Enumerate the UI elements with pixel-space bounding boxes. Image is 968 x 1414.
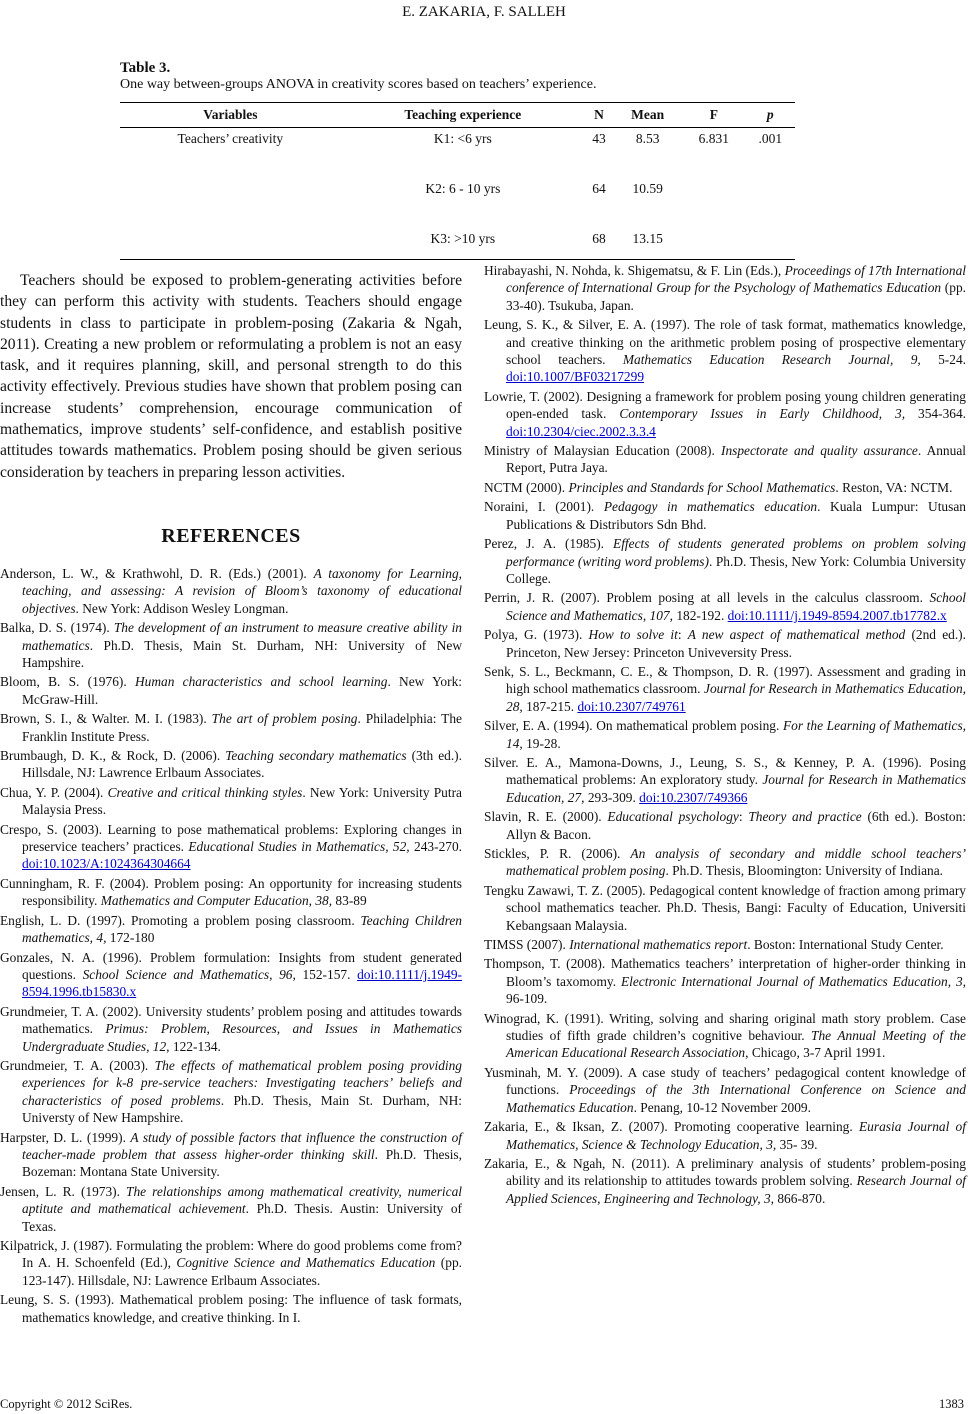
page-number: 1383 — [939, 1397, 964, 1411]
reference-text: Winograd, K. (1991). Writing, solving and sharing original math story problem. Case studies of fifth grade children’s cognitive behaviour. — [484, 1010, 966, 1044]
reference-text: Slavin, R. E. (2000). — [484, 809, 608, 825]
reference-italic-text: Contemporary Issues in Early Childhood, 3, — [619, 406, 906, 422]
reference-item — [0, 1129, 462, 1181]
reference-text: Perez, J. A. (1985). — [484, 536, 614, 552]
reference-italic-text: Effects of students generated problems on problem solving performance (writing word problems) — [506, 536, 966, 569]
reference-italic-text: Proceedings of 17th International conference of International Group for the Psychology of Mathematics Education — [506, 263, 966, 296]
table-cell: 13.15 — [613, 228, 682, 260]
table-cell: 68 — [585, 228, 613, 260]
reference-italic-text: Mathematics and Computer Education, 38, — [100, 893, 333, 909]
anova-table — [120, 102, 795, 260]
reference-text: Chua, Y. P. (2004). — [0, 784, 108, 800]
column-header: Variables — [120, 103, 341, 128]
reference-italic-text: Teaching Children mathematics, 4, — [22, 912, 462, 946]
reference-text: 354-364. — [905, 406, 967, 422]
reference-item — [484, 388, 966, 440]
reference-text: Harpster, D. L. (1999). — [0, 1129, 131, 1145]
reference-italic-text: Pedagogy in mathematics education — [603, 499, 818, 515]
reference-text: (2nd ed.). Princeton, New Jersey: Princeton Univeversity Press. — [506, 627, 966, 660]
reference-item — [0, 710, 462, 745]
reference-italic-text: Eurasia Journal of Mathematics, Science & Technology Education, 3, — [506, 1119, 966, 1152]
reference-item — [0, 1237, 462, 1289]
reference-italic-text: A taxonomy for Learning, teaching, and assessing: A revision of Bloom’s taxonomy of educational objectives — [22, 565, 462, 616]
table-cell: K3: >10 yrs — [341, 228, 585, 260]
table-row — [120, 128, 795, 179]
reference-text: 5-24. — [920, 352, 966, 368]
copyright: Copyright © 2012 SciRes. — [0, 1397, 133, 1411]
reference-item — [484, 717, 966, 752]
reference-italic-text: Electronic International Journal of Mathematics Education, 3, — [620, 973, 966, 989]
reference-text: Hirabayashi, N. Nohda, k. Shigematsu, & F. Lin (Eds.), — [484, 263, 785, 278]
table-cell: 64 — [592, 181, 606, 196]
reference-item — [0, 1291, 462, 1326]
reference-text: 152-157. — [295, 966, 358, 982]
reference-text: . Ph.D. Thesis. Austin: University of Texas. — [22, 1201, 462, 1234]
reference-item — [484, 936, 966, 953]
reference-italic-text: International mathematics report — [569, 937, 748, 953]
table-cell — [120, 178, 341, 228]
reference-item — [0, 784, 462, 819]
reference-item — [0, 949, 462, 1001]
table-cell: 43 — [592, 131, 606, 146]
reference-text: Silver. E. A., Mamona-Downs, J., Leung, S. S., & Kenney, P. A. (1996). Posing mathematical problems: An exploratory study. — [484, 754, 966, 788]
table-cell: 6.831 — [698, 131, 730, 146]
reference-italic-text: School Science and Mathematics, 96, — [82, 966, 296, 982]
reference-text: Leung, S. K., & Silver, E. A. (1997). The role of task format, mathematics knowledge, and creative thinking on the arithmetic problem posing of prospective elementary school teachers. — [484, 317, 966, 368]
reference-text: Kilpatrick, J. (1987). Formulating the problem: Where do good problems come from? In A. H. Schoenfeld (Ed.), — [0, 1238, 462, 1271]
reference-italic-text: The art of problem posing — [211, 711, 358, 727]
reference-italic-text: Educational Studies in Mathematics, 52, — [188, 839, 410, 855]
table-cell: K1: <6 yrs — [433, 131, 492, 146]
reference-italic-text: The effects of mathematical problem posing providing experiences for k-8 pre-service teachers: Investigating teachers’ beliefs and characteristics of posed problems — [22, 1057, 462, 1108]
reference-text: . Annual Report, Putra Jaya. — [506, 443, 966, 476]
reference-italic-text: School Science and Mathematics, 107, — [506, 590, 966, 623]
reference-italic-text: Theory and practice — [748, 809, 862, 825]
reference-italic-text: Inspectorate and quality assurance — [720, 443, 918, 459]
doi-link[interactable]: doi:10.2307/749366 — [639, 789, 748, 805]
reference-text: , Chicago, 3-7 April 1991. — [745, 1045, 886, 1061]
doi-link[interactable]: doi:10.1007/BF03217299 — [506, 369, 645, 385]
reference-text: (pp. 123-147). Hillsdale, NJ: Lawrence Erlbaum Associates. — [22, 1255, 463, 1288]
reference-item — [484, 663, 966, 715]
column-header: F — [682, 103, 745, 128]
reference-italic-text: The Annual Meeting of the American Educational Research Association — [506, 1028, 966, 1061]
reference-text: 96-109. — [506, 991, 548, 1007]
reference-item — [484, 498, 966, 533]
reference-text: Senk, S. L., Beckmann, C. E., & Thompson, D. R. (1997). Assessment and grading in high school mathematics classroom. — [484, 663, 966, 697]
table-3 — [120, 60, 795, 260]
reference-text: Brown, S. I., & Walter. M. I. (1983). — [0, 711, 212, 727]
reference-text: . Ph.D. Thesis, Main St. Durham, NH: Universty of New Hampshire. — [22, 1092, 462, 1126]
reference-text: Leung, S. S. (1993). Mathematical problem posing: The influence of task formats, mathematics knowledge, and creative thinking. In I. — [0, 1292, 462, 1325]
reference-item — [484, 1155, 966, 1207]
reference-text: Thompson, T. (2008). Mathematics teachers’ interpretation of higher-order thinking in Bloom’s taxomomy. — [484, 956, 966, 989]
references-heading: REFERENCES — [161, 524, 301, 547]
right-column — [484, 262, 966, 1209]
reference-italic-text: Teaching secondary mathematics — [225, 748, 407, 764]
reference-italic-text: The relationships among mathematical creativity, numerical aptitute and mathematical achievement — [22, 1183, 462, 1217]
reference-text: Crespo, S. (2003). Learning to pose mathematical problems: Exploring changes in preservice teachers’ practices. — [0, 821, 462, 855]
reference-item — [484, 1064, 966, 1116]
reference-italic-text: Proceedings of the 3th International Conference on Science and Mathematics Education — [506, 1082, 967, 1115]
column-header: p — [746, 103, 795, 128]
reference-italic-text: Principles and Standards for School Mathematics — [568, 479, 836, 495]
reference-item — [484, 262, 966, 314]
references-list-right — [484, 262, 966, 1207]
table-cell: 8.53 — [635, 131, 660, 146]
reference-text: (6th ed.). Boston: Allyn & Bacon. — [506, 809, 966, 842]
reference-text: Gonzales, N. A. (1996). Problem formulation: Insights from student generated questions. — [0, 949, 462, 982]
reference-text: . Ph.D. Thesis, New York: Columbia University College. — [506, 553, 967, 586]
reference-text: Lowrie, T. (2002). Designing a framework for problem posing young children generating open-ended task. — [484, 388, 966, 422]
reference-text: . Ph.D. Thesis, Bloomington: University of Indiana. — [665, 863, 944, 879]
reference-text: Zakaria, E., & Iksan, Z. (2007). Promoting cooperative learning. — [484, 1119, 859, 1135]
reference-text: . New York: University Putra Malaysia Press. — [22, 784, 462, 818]
reference-item — [0, 565, 462, 617]
reference-text: Cunningham, R. F. (2004). Problem posing: An opportunity for increasing students responsibility. — [0, 875, 462, 909]
reference-text: NCTM (2000). — [484, 479, 569, 495]
reference-text: (3th ed.). Hillsdale, NJ: Lawrence Erlbaum Associates. — [22, 748, 462, 781]
column-header: N — [585, 103, 613, 128]
reference-italic-text: Journal for Research in Mathematics Education, 27, — [506, 772, 966, 805]
reference-italic-text: A study of possible factors that influence the construction of teacher-made problem that assess higher-order thinking skill — [22, 1129, 462, 1162]
reference-text: Grundmeier, T. A. (2003). — [0, 1057, 155, 1073]
reference-item — [0, 912, 462, 947]
reference-item — [0, 1003, 462, 1055]
reference-text: (pp. 33-40). Tsukuba, Japan. — [506, 280, 966, 313]
reference-text: Anderson, L. W., & Krathwohl, D. R. (Eds.) (2001). — [0, 565, 314, 581]
reference-item — [484, 1010, 966, 1062]
reference-text: : — [677, 627, 688, 643]
reference-italic-text: Mathematics Education Research Journal, 9, — [622, 352, 921, 368]
reference-text: 83-89 — [332, 893, 367, 909]
reference-text: Zakaria, E., & Ngah, N. (2011). A preliminary analysis of students’ problem-posing ability and its relationship to attitudes towards problem solving. — [484, 1155, 966, 1189]
reference-item — [0, 1183, 462, 1235]
reference-item — [484, 754, 966, 806]
table-row — [120, 178, 795, 228]
column-header: Mean — [613, 103, 682, 128]
reference-italic-text: Human characteristics and school learning — [134, 674, 388, 690]
reference-italic-text: Creative and critical thinking styles — [107, 784, 303, 800]
reference-text: Yusminah, M. Y. (2009). A case study of teachers’ pedagogical content knowledge of functions. — [484, 1064, 966, 1098]
table-cell: K2: 6 - 10 yrs — [425, 181, 501, 196]
reference-italic-text: How to solve it — [588, 627, 678, 643]
table-cell — [746, 228, 795, 260]
table-cell: Teachers’ creativity — [177, 131, 284, 146]
reference-text: 243-270. — [409, 839, 463, 855]
reference-italic-text: Research Journal of Applied Sciences, Engineering and Technology, 3, — [506, 1173, 966, 1206]
reference-text: : — [738, 809, 749, 825]
references-list-left — [0, 565, 462, 1326]
reference-text: Brumbaugh, D. K., & Rock, D. (2006). — [0, 748, 226, 764]
reference-item — [0, 673, 462, 708]
reference-item — [484, 589, 966, 624]
reference-item — [0, 619, 462, 671]
table-title: Table 3. — [120, 60, 171, 76]
reference-italic-text: The development of an instrument to measure creative ability in mathematics — [22, 620, 462, 653]
reference-item — [484, 808, 966, 843]
running-header: E. ZAKARIA, F. SALLEH — [402, 4, 566, 20]
table-cell — [682, 178, 745, 228]
reference-text: Polya, G. (1973). — [484, 627, 589, 643]
reference-italic-text: Educational psychology — [607, 809, 739, 825]
reference-text: 19-28. — [522, 735, 561, 751]
reference-item — [484, 955, 966, 1007]
reference-text: TIMSS (2007). — [484, 937, 570, 953]
reference-item — [484, 1118, 966, 1153]
reference-text: Silver, E. A. (1994). On mathematical problem posing. — [484, 718, 783, 734]
doi-link[interactable]: doi:10.1111/j.1949-8594.1996.tb15830.x — [22, 966, 462, 1000]
reference-text: . New York: Addison Wesley Longman. — [75, 600, 289, 616]
reference-text: . Philadelphia: The Franklin Institute Press. — [22, 711, 462, 744]
reference-italic-text: Journal for Research in Mathematics Education, 28, — [506, 681, 966, 714]
reference-text: . Reston, VA: NCTM. — [835, 479, 953, 495]
reference-item — [484, 845, 966, 880]
reference-text: . Ph.D. Thesis, Main St. Durham, NH: University of New Hampshire. — [22, 637, 462, 670]
reference-text: Bloom, B. S. (1976). — [0, 674, 135, 690]
reference-italic-text: An analysis of secondary and middle school teachers’ mathematical problem posing — [506, 846, 966, 879]
reference-item — [0, 1057, 462, 1127]
reference-text: . Penang, 10-12 November 2009. — [633, 1099, 811, 1115]
reference-item — [484, 442, 966, 477]
reference-text: 122-134. — [169, 1038, 221, 1054]
table-cell: .001 — [758, 131, 783, 146]
reference-item — [484, 882, 966, 934]
reference-italic-text: A new aspect of mathematical method — [687, 627, 906, 643]
reference-text: . New York: McGraw-Hill. — [22, 674, 463, 707]
reference-text: 866-870. — [774, 1190, 826, 1206]
doi-link[interactable]: doi:10.2304/ciec.2002.3.3.4 — [506, 423, 656, 439]
doi-link[interactable]: doi:10.1111/j.1949-8594.2007.tb17782.x — [727, 607, 947, 623]
reference-text: Ministry of Malaysian Education (2008). — [484, 443, 721, 459]
reference-text: 293-309. — [584, 789, 640, 805]
reference-text: . Kuala Lumpur: Utusan Publications & Distributors Sdn Bhd. — [506, 499, 966, 532]
reference-italic-text: For the Learning of Mathematics, 14, — [506, 718, 966, 751]
doi-link[interactable]: doi:10.1023/A:1024364304664 — [22, 856, 191, 872]
reference-text: Noraini, I. (2001). — [484, 499, 604, 515]
reference-text: 172-180 — [106, 930, 155, 946]
reference-text: Grundmeier, T. A. (2002). University students’ problem posing and attitudes towards mathematics. — [0, 1003, 462, 1037]
reference-item — [484, 626, 966, 661]
left-column — [0, 270, 462, 1328]
reference-text: Jensen, L. R. (1973). — [0, 1183, 127, 1199]
reference-text: 182-192. — [672, 607, 728, 623]
reference-text: Perrin, J. R. (2007). Problem posing at all levels in the calculus classroom. — [484, 590, 930, 606]
reference-item — [484, 535, 966, 587]
reference-item — [484, 479, 966, 496]
reference-italic-text: Cognitive Science and Mathematics Education — [176, 1255, 436, 1271]
reference-item — [0, 821, 462, 873]
table-cell — [120, 228, 341, 260]
table-cell: 10.59 — [632, 181, 663, 196]
column-header: Teaching experience — [341, 103, 585, 128]
reference-text: Balka, D. S. (1974). — [0, 620, 114, 636]
reference-text: Stickles, P. R. (2006). — [484, 846, 631, 861]
table-cell — [682, 228, 745, 260]
body-paragraph: Teachers should be exposed to problem-generating activities before they can perform this activity with students. Teachers should engage students in class to participate in problem-posing (Zakaria & Ngah, 2011). Creating a new problem or reformulating a problem is not an easy task, and it requires planning, skill, and personal strength to do this activity effectively. Previous studies have shown that problem posing can increase students’ comprehension, encourage communication of mathematics, improve students’ self-confidence, and establish positive attitudes towards mathematics. Problem posing should be given serious consideration by teachers in preparing lesson activities. — [0, 272, 462, 481]
reference-item — [484, 316, 966, 386]
reference-text: 187-215. — [522, 698, 578, 714]
reference-item — [0, 875, 462, 910]
table-row — [120, 228, 795, 260]
table-cell — [746, 178, 795, 228]
reference-text: Tengku Zawawi, T. Z. (2005). Pedagogical content knowledge of fraction among primary school mathematics teacher. Ph.D. Thesis, Bangi: Faculty of Education, Universiti Kebangsaan Malaysia. — [484, 882, 966, 933]
reference-text: 35- 39. — [776, 1136, 818, 1152]
reference-text: English, L. D. (1997). Promoting a problem posing classroom. — [0, 912, 361, 928]
table-caption: One way between-groups ANOVA in creativity scores based on teachers’ experience. — [120, 77, 597, 92]
reference-text: . Ph.D. Thesis, Bozeman: Montana State University. — [22, 1146, 462, 1180]
reference-item — [0, 747, 462, 782]
reference-italic-text: Primus: Problem, Resources, and Issues in Mathematics Undergraduate Studies, 12, — [22, 1021, 462, 1054]
doi-link[interactable]: doi:10.2307/749761 — [577, 698, 686, 714]
reference-text: . Boston: International Study Center. — [747, 937, 944, 953]
